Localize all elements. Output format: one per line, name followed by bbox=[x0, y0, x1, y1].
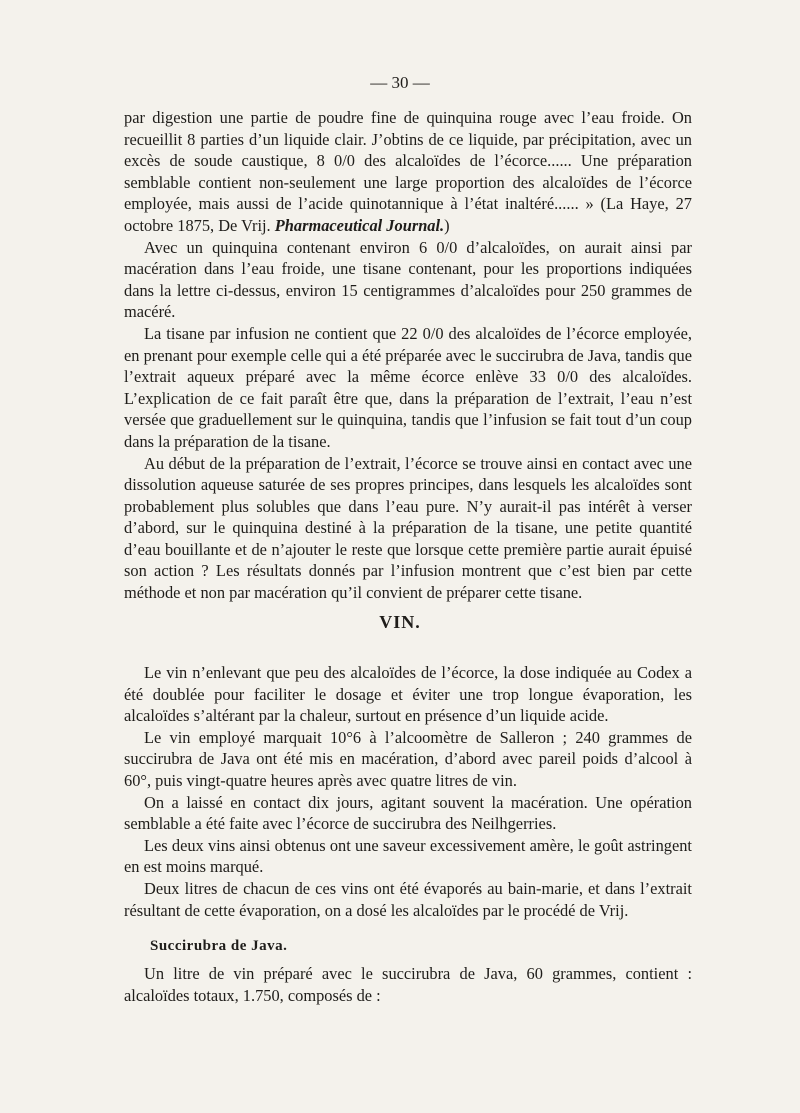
paragraph: Les deux vins ainsi obtenus ont une saveur excessivement amère, le goût astringent en est moins marqué. bbox=[124, 835, 692, 877]
paragraph: Au début de la préparation de l’extrait, l’écorce se trouve ainsi en contact avec une dissolution aqueuse saturée de ses propres principes, dans lesquels les alcaloïdes sont probablement plus solubles que dans l’eau pure. N’y aurait-il pas intérêt à verser d’abord, sur le quinquina destiné à la préparation de la tisane, une petite quantité d’eau bouillante et de n’ajouter le reste que lorsque cette première partie aurait épuisé son action ? Les résultats donnés par l’infusion montrent que c’est bien par cette méthode et non par macération qu’il convient de préparer cette tisane. bbox=[124, 453, 692, 603]
paragraph: La tisane par infusion ne contient que 22 0/0 des alcaloïdes de l’écorce employée, en prenant pour exemple celle qui a été préparée avec le succirubra de Java, tandis que l’extrait aqueux préparé avec la même écorce enlève 33 0/0 des alcaloïdes. L’explication de ce fait paraît être que, dans la préparation de l’extrait, l’eau n’est versée que graduellement sur le quinquina, tandis que l’infusion se fait tout d’un coup dans la préparation de la tisane. bbox=[124, 323, 692, 451]
subsection-heading: Succirubra de Java. bbox=[150, 938, 288, 954]
page-number: — 30 — bbox=[370, 73, 430, 92]
text-block-vin bbox=[124, 662, 692, 921]
section-heading: VIN. bbox=[379, 612, 421, 632]
paragraph bbox=[124, 107, 692, 237]
journal-title: Pharmaceutical Journal. bbox=[274, 215, 445, 235]
paragraph-text: par digestion une partie de poudre fine de quinquina rouge avec l’eau froide. On recueillit 8 parties d’un liquide clair. J’obtins de ce liquide, par précipitation, avec un excès de soude caustique, 8 0/0 des alcaloïdes de l’écorce...... Une préparation semblable contient non-seulement une large proportion des alcaloïdes de l’écorce employée, mais aussi de l’acide quinotannique à l’état inaltéré...... » (La Haye, 27 octobre 1875, De Vrij. bbox=[124, 108, 692, 235]
paragraph: Deux litres de chacun de ces vins ont été évaporés au bain-marie, et dans l’extrait résultant de cette évaporation, on a dosé les alcaloïdes par le procédé de Vrij. bbox=[124, 878, 692, 920]
paragraph: Le vin n’enlevant que peu des alcaloïdes de l’écorce, la dose indiquée au Codex a été doublée pour faciliter le dosage et éviter une trop longue évaporation, les alcaloïdes s’altérant par la chaleur, surtout en présence d’un liquide acide. bbox=[124, 663, 692, 726]
text-block-tisane bbox=[124, 107, 692, 604]
paragraph: Le vin employé marquait 10°6 à l’alcoomètre de Salleron ; 240 grammes de succirubra de Java ont été mis en macération, d’abord avec pareil poids d’alcool à 60°, puis vingt-quatre heures après avec quatre litres de vin. bbox=[124, 727, 692, 790]
text-block-succirubra bbox=[124, 963, 692, 1006]
paragraph: Avec un quinquina contenant environ 6 0/0 d’alcaloïdes, on aurait ainsi par macération dans l’eau froide, une tisane contenant, pour les proportions indiquées dans la lettre ci-dessus, environ 15 centigrammes d’alcaloïdes pour 250 grammes de macéré. bbox=[124, 237, 692, 322]
paragraph: On a laissé en contact dix jours, agitant souvent la macération. Une opération semblable a été faite avec l’écorce de succirubra des Neilhgerries. bbox=[124, 792, 692, 834]
paragraph: Un litre de vin préparé avec le succirubra de Java, 60 grammes, contient : alcaloïdes totaux, 1.750, composés de : bbox=[124, 964, 692, 1005]
paragraph-text: ) bbox=[444, 215, 450, 235]
